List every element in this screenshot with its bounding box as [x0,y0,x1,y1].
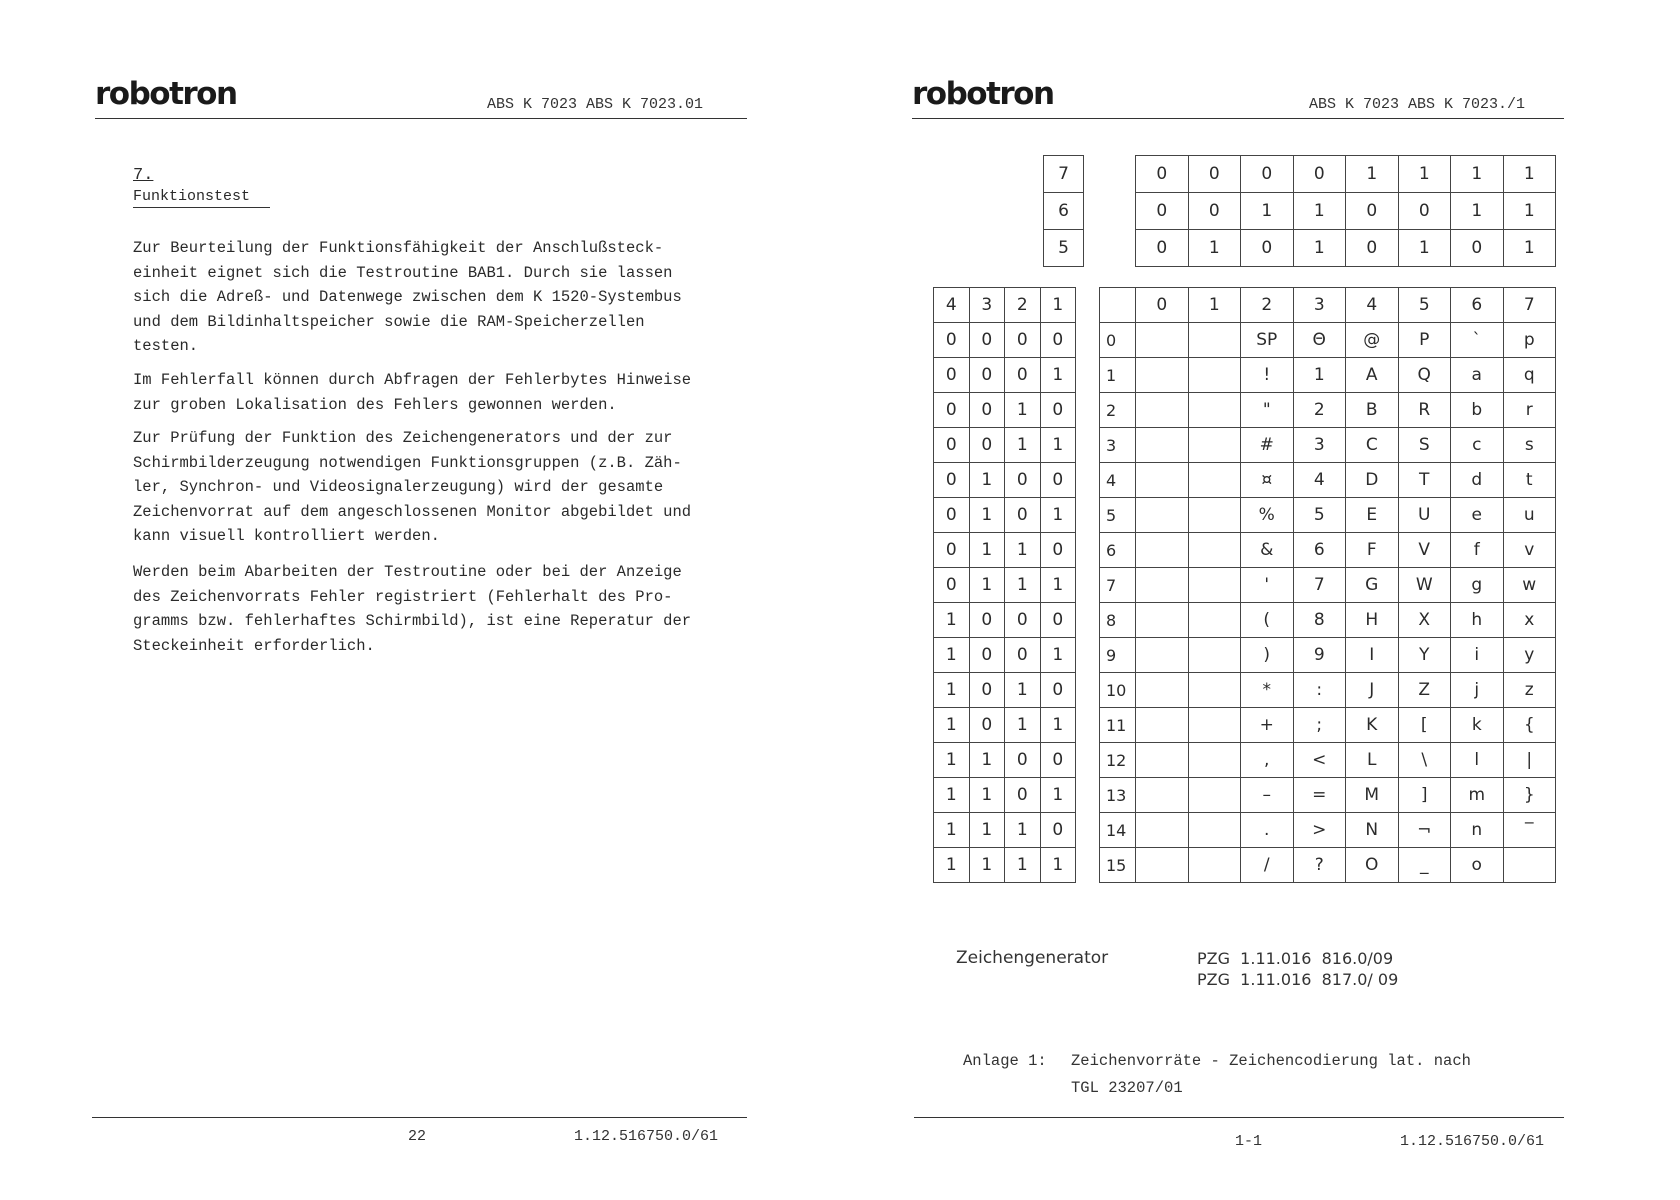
bit-cell: 0 [934,323,970,358]
character-cell [1503,848,1556,883]
bit-cell: 1 [969,533,1005,568]
bit-cell: 0 [1040,323,1076,358]
character-cell [1136,708,1189,743]
character-cell: 8 [1293,603,1346,638]
character-cell: 4 [1293,463,1346,498]
character-cell: Y [1398,638,1451,673]
character-cell: T [1398,463,1451,498]
bit-cell: 1 [934,743,970,778]
character-cell: ` [1451,323,1504,358]
character-cell: r [1503,393,1556,428]
column-header-cell: 5 [1398,288,1451,323]
character-cell: ¬ [1398,813,1451,848]
character-cell: & [1241,533,1294,568]
bit-cell: 0 [1188,193,1241,230]
annex-text: Zeichenvorräte - Zeichencodierung lat. nach [1071,1052,1471,1070]
bit-cell: 0 [1040,813,1076,848]
character-cell: y [1503,638,1556,673]
character-cell [1136,498,1189,533]
footer-rule [92,1117,747,1118]
character-cell [1136,358,1189,393]
column-header-cell: 6 [1451,288,1504,323]
character-cell [1136,743,1189,778]
bit-cell: 1 [1040,848,1076,883]
character-cell: U [1398,498,1451,533]
row-index-cell: 14 [1100,813,1136,848]
document-id: ABS K 7023 ABS K 7023.01 [487,96,704,113]
bit-cell: 1 [1005,393,1041,428]
paragraph: Zur Beurteilung der Funktionsfähigkeit der Anschlußsteck- einheit eignet sich die Testroutine BAB1. Durch sie lassen sich die Adreß- und Datenwege zwischen dem K 1520-Systembus und dem Bildinhaltspeicher sowie die RAM-Speicherzellen testen. [133,239,682,355]
row-index-cell: 6 [1100,533,1136,568]
character-cell: s [1503,428,1556,463]
character-cell [1188,813,1241,848]
character-cell [1136,428,1189,463]
character-cell [1188,708,1241,743]
character-cell: o [1451,848,1504,883]
character-cell: , [1241,743,1294,778]
bit-cell: 1 [1005,708,1041,743]
bit-cell: 0 [969,673,1005,708]
character-cell: j [1451,673,1504,708]
bit-cell: 1 [1040,638,1076,673]
row-index-cell: 2 [1100,393,1136,428]
character-cell: e [1451,498,1504,533]
character-cell: J [1346,673,1399,708]
character-cell: 6 [1293,533,1346,568]
character-cell: G [1346,568,1399,603]
bit-cell: 0 [934,393,970,428]
bit-cell: 1 [969,743,1005,778]
character-cell: i [1451,638,1504,673]
bit-cell: 0 [1136,230,1189,267]
row-index-cell: 13 [1100,778,1136,813]
column-header-cell: 0 [1136,288,1189,323]
character-cell: ? [1293,848,1346,883]
bit-cell: 0 [1293,156,1346,193]
character-cell: O [1346,848,1399,883]
character-cell [1136,568,1189,603]
bit-cell: 0 [969,323,1005,358]
bit-cell: 1 [969,778,1005,813]
bit-cell: 1 [1503,193,1556,230]
character-cell [1136,393,1189,428]
paragraph: Werden beim Abarbeiten der Testroutine oder bei der Anzeige des Zeichenvorrats Fehler registriert (Fehlerhalt des Pro- gramms bzw. fehlerhaftes Schirmbild), ist eine Reperatur der Steckeinheit erforderlich. [133,563,692,655]
bit-cell: 1 [1451,156,1504,193]
bit-label-cell: 3 [969,288,1005,323]
bit-cell: 0 [1136,193,1189,230]
character-cell [1136,323,1189,358]
character-cell [1188,638,1241,673]
character-cell: = [1293,778,1346,813]
bit-cell: 0 [1005,638,1041,673]
character-cell: ! [1241,358,1294,393]
row-index-cell: 9 [1100,638,1136,673]
character-cell: t [1503,463,1556,498]
character-cell: Θ [1293,323,1346,358]
character-cell: p [1503,323,1556,358]
character-cell: d [1451,463,1504,498]
character-cell: Q [1398,358,1451,393]
annex-label: Anlage 1: [963,1052,1047,1070]
character-cell [1188,358,1241,393]
bit-cell: 0 [1005,358,1041,393]
row-index-table [1099,287,1136,883]
character-cell [1188,498,1241,533]
character-cell: a [1451,358,1504,393]
character-cell [1188,568,1241,603]
row-index-cell: 15 [1100,848,1136,883]
character-cell [1188,533,1241,568]
character-cell: w [1503,568,1556,603]
bit-cell: 0 [1451,230,1504,267]
character-cell: E [1346,498,1399,533]
row-index-cell: 1 [1100,358,1136,393]
character-cell: I [1346,638,1399,673]
character-cell: Z [1398,673,1451,708]
character-cell: c [1451,428,1504,463]
bit-cell: 1 [1241,193,1294,230]
character-cell: : [1293,673,1346,708]
footer-code: 1.12.516750.0/61 [574,1128,719,1145]
bit-label-cell: 5 [1044,230,1084,267]
character-cell: } [1503,778,1556,813]
section-title: Funktionstest [133,188,270,208]
character-cell: b [1451,393,1504,428]
bit-cell: 0 [1241,156,1294,193]
bit-cell: 0 [1346,230,1399,267]
character-cell [1188,743,1241,778]
character-cell: X [1398,603,1451,638]
character-cell: [ [1398,708,1451,743]
character-cell: ( [1241,603,1294,638]
column-header-cell: 3 [1293,288,1346,323]
footer-code: 1.12.516750.0/61 [1400,1133,1545,1150]
character-cell: 9 [1293,638,1346,673]
bit-cell: 1 [1005,813,1041,848]
bit-cell: 1 [1040,778,1076,813]
bit-label-cell: 7 [1044,156,1084,193]
character-cell: g [1451,568,1504,603]
character-cell: H [1346,603,1399,638]
bit-cell: 0 [1040,673,1076,708]
character-cell: V [1398,533,1451,568]
character-cell [1188,428,1241,463]
character-cell: # [1241,428,1294,463]
row-index-cell: 12 [1100,743,1136,778]
bit-cell: 0 [1346,193,1399,230]
character-cell: 3 [1293,428,1346,463]
bit-cell: 0 [1005,778,1041,813]
low-bits-table [933,287,1076,883]
character-cell: v [1503,533,1556,568]
row-index-cell: 4 [1100,463,1136,498]
row-index-cell: 5 [1100,498,1136,533]
column-header-cell: 7 [1503,288,1556,323]
character-cell: ‾ [1503,813,1556,848]
character-cell: \ [1398,743,1451,778]
row-index-cell: 10 [1100,673,1136,708]
character-cell: @ [1346,323,1399,358]
character-cell [1188,323,1241,358]
row-index-cell: 7 [1100,568,1136,603]
character-cell [1188,393,1241,428]
bit-cell: 0 [1241,230,1294,267]
bit-cell: 1 [1005,568,1041,603]
bit-cell: 1 [934,848,970,883]
bit-cell: 1 [1040,708,1076,743]
character-cell: N [1346,813,1399,848]
character-cell: m [1451,778,1504,813]
pzg-line: PZG 1.11.016 817.0/ 09 [1197,970,1399,989]
character-cell: L [1346,743,1399,778]
bit-cell: 1 [1005,848,1041,883]
left-page [0,0,800,1200]
bit-cell: 1 [1398,156,1451,193]
character-cell [1188,778,1241,813]
bit-cell: 1 [1398,230,1451,267]
character-cell: C [1346,428,1399,463]
character-cell: D [1346,463,1399,498]
character-cell: . [1241,813,1294,848]
bit-cell: 1 [1040,358,1076,393]
character-cell: / [1241,848,1294,883]
bit-cell: 1 [934,813,970,848]
character-cell: l [1451,743,1504,778]
page-number: 1-1 [1235,1133,1263,1150]
bit-cell: 0 [1005,603,1041,638]
bit-cell: 1 [1346,156,1399,193]
pzg-line: PZG 1.11.016 816.0/09 [1197,949,1394,968]
character-cell [1136,533,1189,568]
row-index-cell: 0 [1100,323,1136,358]
character-cell: { [1503,708,1556,743]
bit-cell: 1 [969,498,1005,533]
character-cell: F [1346,533,1399,568]
character-cell: A [1346,358,1399,393]
bit-cell: 1 [1040,498,1076,533]
bit-cell: 0 [969,708,1005,743]
bit-cell: 1 [1188,230,1241,267]
paragraph: Im Fehlerfall können durch Abfragen der Fehlerbytes Hinweise zur groben Lokalisation des Fehlers gewonnen werden. [133,371,692,414]
character-cell: W [1398,568,1451,603]
character-cell: ¤ [1241,463,1294,498]
bit-cell: 0 [934,498,970,533]
character-cell: B [1346,393,1399,428]
character-cell: k [1451,708,1504,743]
footer-rule [914,1117,1564,1118]
header-rule [95,118,747,119]
character-cell: 7 [1293,568,1346,603]
character-cell [1136,463,1189,498]
bit-cell: 0 [1040,743,1076,778]
character-cell: 1 [1293,358,1346,393]
row-index-cell: 3 [1100,428,1136,463]
character-cell: – [1241,778,1294,813]
character-cell [1136,848,1189,883]
character-cell: R [1398,393,1451,428]
character-cell: x [1503,603,1556,638]
row-index-cell: 8 [1100,603,1136,638]
character-cell: K [1346,708,1399,743]
bit-cell: 0 [969,393,1005,428]
bit-cell: 0 [969,428,1005,463]
character-cell: h [1451,603,1504,638]
section-number: 7. [133,166,154,185]
bit-cell: 0 [1040,533,1076,568]
character-set-table [1135,287,1556,883]
bit-cell: 1 [934,638,970,673]
character-cell: ] [1398,778,1451,813]
bit-cell: 0 [934,428,970,463]
bit-cell: 1 [1293,230,1346,267]
character-cell: ) [1241,638,1294,673]
column-header-cell: 2 [1241,288,1294,323]
character-cell [1188,673,1241,708]
character-cell: q [1503,358,1556,393]
bit-label-cell: 4 [934,288,970,323]
bit-cell: 1 [1005,533,1041,568]
character-cell: ' [1241,568,1294,603]
bit-cell: 0 [969,358,1005,393]
character-cell [1136,673,1189,708]
column-header-cell: 4 [1346,288,1399,323]
column-header-cell: 1 [1188,288,1241,323]
character-cell [1188,603,1241,638]
bit-label-cell: 1 [1040,288,1076,323]
character-cell [1136,778,1189,813]
character-cell: | [1503,743,1556,778]
character-cell: f [1451,533,1504,568]
character-cell [1136,813,1189,848]
character-cell: 2 [1293,393,1346,428]
bit-cell: 0 [1040,463,1076,498]
row-index-cell: 11 [1100,708,1136,743]
character-cell [1188,463,1241,498]
character-cell: M [1346,778,1399,813]
bit-cell: 0 [1136,156,1189,193]
bit-cell: 1 [1503,230,1556,267]
bit-cell: 1 [969,568,1005,603]
bit-cell: 1 [934,708,970,743]
bit-cell: 0 [934,568,970,603]
character-cell: " [1241,393,1294,428]
bit-cell: 0 [1188,156,1241,193]
character-cell: ; [1293,708,1346,743]
page-number: 22 [408,1128,427,1145]
character-cell [1188,848,1241,883]
character-cell: * [1241,673,1294,708]
robotron-logo: robotron [912,76,1054,112]
character-cell: < [1293,743,1346,778]
right-page [800,0,1680,1200]
high-bits-table [1135,155,1556,267]
bit-cell: 0 [969,638,1005,673]
bit-cell: 0 [1040,393,1076,428]
character-cell: SP [1241,323,1294,358]
character-cell: _ [1398,848,1451,883]
character-cell: 5 [1293,498,1346,533]
character-cell: > [1293,813,1346,848]
bit-cell: 1 [1005,673,1041,708]
bit-cell: 0 [1398,193,1451,230]
bit-cell: 0 [1005,323,1041,358]
annex-text-continued: TGL 23207/01 [1071,1079,1183,1097]
bit-cell: 1 [1293,193,1346,230]
generator-label: Zeichengenerator [956,948,1109,968]
bit-cell: 1 [934,673,970,708]
character-cell: z [1503,673,1556,708]
bit-cell: 1 [1503,156,1556,193]
bit-label-cell: 6 [1044,193,1084,230]
robotron-logo: robotron [95,76,237,112]
bit-cell: 1 [969,848,1005,883]
character-cell: S [1398,428,1451,463]
bit-cell: 0 [934,533,970,568]
bit-cell: 0 [969,603,1005,638]
bit-cell: 0 [934,358,970,393]
bit-cell: 1 [934,778,970,813]
bit-cell: 1 [969,463,1005,498]
character-cell: u [1503,498,1556,533]
bit-label-cell: 2 [1005,288,1041,323]
character-cell: + [1241,708,1294,743]
character-cell: P [1398,323,1451,358]
bit-cell: 1 [1005,428,1041,463]
bit-cell: 1 [1451,193,1504,230]
character-cell [1136,603,1189,638]
bit-cell: 0 [1005,498,1041,533]
bit-cell: 1 [969,813,1005,848]
high-bit-labels-table [1043,155,1084,267]
bit-cell: 1 [1040,428,1076,463]
bit-cell: 0 [1005,743,1041,778]
document-id: ABS K 7023 ABS K 7023./1 [1309,96,1526,113]
bit-cell: 1 [934,603,970,638]
character-cell: % [1241,498,1294,533]
character-cell: n [1451,813,1504,848]
blank-header-cell [1100,288,1136,323]
bit-cell: 0 [934,463,970,498]
character-cell [1136,638,1189,673]
paragraph: Zur Prüfung der Funktion des Zeichengenerators und der zur Schirmbilderzeugung notwendigen Funktionsgruppen (z.B. Zäh- ler, Synchron- und Videosignalerzeugung) wird der gesamte Zeichenvorrat auf dem angeschlossenen Monitor abgebildet und kann visuell kontrolliert werden. [133,429,692,545]
bit-cell: 0 [1040,603,1076,638]
header-rule [912,118,1564,119]
bit-cell: 0 [1005,463,1041,498]
bit-cell: 1 [1040,568,1076,603]
